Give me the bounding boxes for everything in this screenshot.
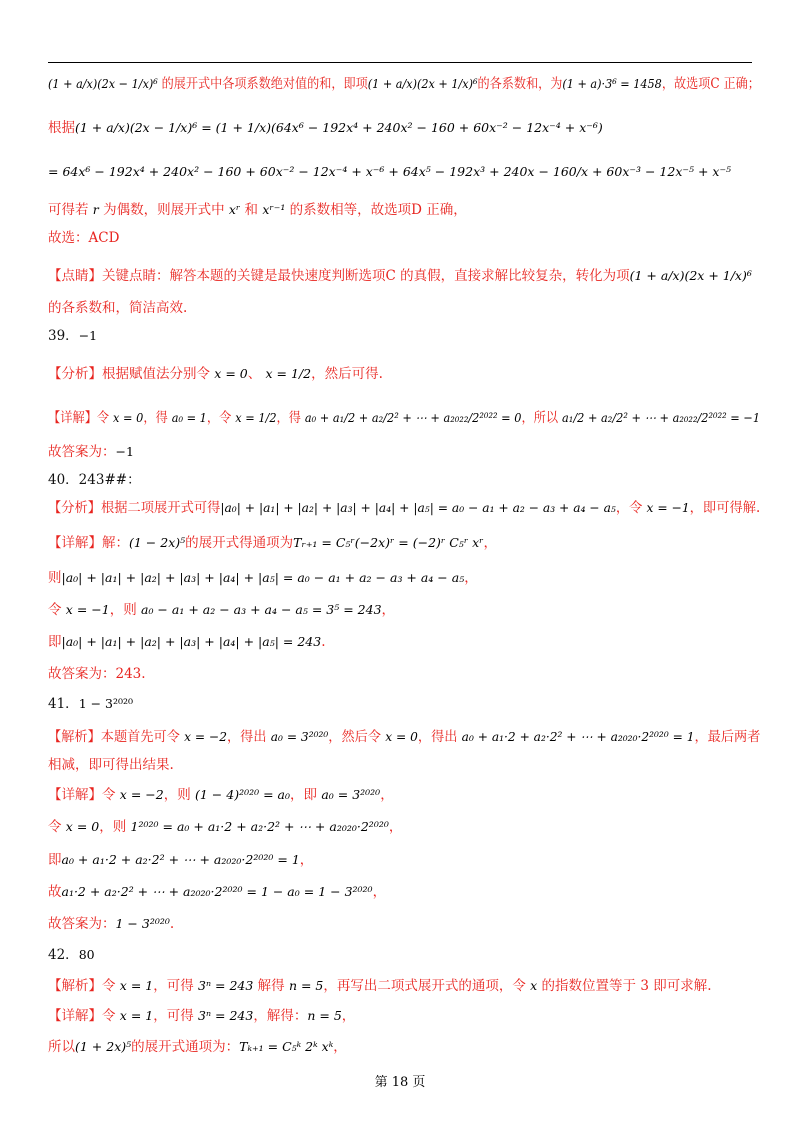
math-expression: (1 − 2x)⁵ [129,535,186,550]
text-line-l21 [48,755,174,775]
text-segment: 故答案为：243. [48,666,146,682]
text-segment: 故 [48,884,62,900]
text-segment: ，得 [276,410,305,426]
math-expression: (1 + a)·3⁶ = 1458 [562,76,662,91]
math-expression: |a₀| + |a₁| + |a₂| + |a₃| + |a₄| + |a₅| = a₀ − a₁ + a₂ − a₃ + a₄ − a₅ [220,500,616,515]
text-line-l29 [48,1006,355,1026]
text-line-l02 [48,118,603,138]
math-expression: a₀ + a₁·2 + a₂·2² + ⋯ + a₂₀₂₀·2²⁰²⁰ = 1 [461,729,695,744]
text-segment: 故选：ACD [48,230,120,246]
text-line-l10 [48,408,760,428]
math-expression: a₁/2 + a₂/2² + ⋯ + a₂₀₂₂/2²⁰²² = −1 [562,410,761,425]
math-expression: x = −1 [65,602,110,617]
text-segment: . [321,634,326,650]
math-expression: x = 0 [65,819,100,834]
math-expression: xʳ [228,202,241,217]
text-segment: ，得出 [417,729,462,745]
math-expression: a₀ + a₁·2 + a₂·2² + ⋯ + a₂₀₂₀·2²⁰²⁰ = 1 [61,852,300,867]
text-segment: 的展开式得通项为 [185,535,294,551]
text-segment: 和 [240,202,263,218]
text-line-l15 [48,568,478,588]
math-expression: a₀ + a₁/2 + a₂/2² + ⋯ + a₂₀₂₂/2²⁰²² = 0 [304,410,522,425]
text-segment: 为偶数，则展开式中 [98,202,229,218]
math-expression: (1 + 2x)⁵ [75,1039,132,1054]
math-expression: (1 − 4)²⁰²⁰ = a₀ [195,787,291,802]
text-line-l23 [48,817,402,837]
text-segment: ，令 [206,410,236,426]
math-expression: 3ⁿ = 243 [198,978,254,993]
text-segment: ， [299,852,314,868]
text-segment: ， [381,602,396,618]
text-segment: ，可得 [153,978,199,994]
text-segment: 39． [48,328,79,344]
text-line-l14 [48,533,497,553]
text-segment: ， [372,884,387,900]
math-expression: n = 5 [307,1008,342,1023]
text-segment: ，令 [615,500,647,516]
text-segment: 所以 [48,1039,75,1055]
math-expression: −1 [78,328,98,343]
text-segment: ，则 [109,602,141,618]
math-expression: (1 + a/x)(2x − 1/x)⁶ = (1 + 1/x)(64x⁶ − 192x⁴ + 240x² − 160 + 60x⁻² − 12x⁻⁴ + x⁻⁶) [75,120,603,135]
text-segment: 解得 [253,978,289,994]
math-expression: x = 1 [119,1008,154,1023]
text-segment: ，再写出二项式展开式的通项，令 [323,978,531,994]
math-expression: = 64x⁶ − 192x⁴ + 240x² − 160 + 60x⁻² − 12x⁻⁴ + x⁻⁶ + 64x⁵ − 192x³ + 240x − 160/x + 60x⁻³ − 12x⁻⁵ + x⁻⁵ [48,164,732,179]
math-expression: (1 + a/x)(2x + 1/x)⁶ [629,268,752,283]
text-segment: 【分析】根据二项展开式可得 [48,500,221,516]
math-expression: n = 5 [288,978,324,993]
math-expression: x = −2 [119,787,164,802]
text-segment: ，则 [99,819,131,835]
text-segment: 【解析】本题首先可令 [48,729,185,745]
math-expression: x = 1/2 [235,410,277,425]
text-segment: ，然后可得. [311,366,383,382]
text-segment: 令 [48,602,66,618]
text-segment: ，则 [163,787,195,803]
text-segment: 故答案为： [48,916,116,932]
text-line-l08 [48,326,97,346]
math-expression: xʳ⁻¹ [262,202,286,217]
text-segment: ， [380,787,394,803]
text-segment: 的各系数和，为 [477,76,563,92]
math-expression: |a₀| + |a₁| + |a₂| + |a₃| + |a₄| + |a₅| = 243 [61,634,322,649]
text-line-l20 [48,727,760,747]
math-expression: x = 1 [119,978,154,993]
text-segment: 【详解】令 [48,1008,120,1024]
text-segment: ，得出 [226,729,271,745]
text-segment: ，可得 [153,1008,199,1024]
text-line-l28 [48,976,712,996]
math-expression: a₀ = 1 [171,410,207,425]
math-expression: (1 + a/x)(2x + 1/x)⁶ [367,76,478,91]
text-segment: 令 [48,819,66,835]
text-line-l05 [48,228,119,248]
text-line-l12 [48,470,141,490]
math-expression: a₀ = 3²⁰²⁰ [270,729,329,744]
text-segment: ， [388,819,403,835]
text-line-l04 [48,200,467,220]
text-segment: ，然后令 [328,729,386,745]
math-expression: Tₖ₊₁ = C₅ᵏ 2ᵏ xᵏ [239,1039,334,1054]
text-line-l09 [48,364,383,384]
text-segment: ，故选项C 正确； [661,76,760,92]
math-expression: x [530,978,538,993]
math-expression: 1 − 3²⁰²⁰ [115,916,170,931]
text-segment: 即 [48,634,62,650]
math-expression: 3ⁿ = 243 [198,1008,254,1023]
math-expression: x = −1 [646,500,690,515]
text-line-l01 [48,74,760,94]
text-segment: 的各系数和，简洁高效. [48,300,188,316]
text-segment: 即 [48,852,62,868]
text-line-l03 [48,162,731,182]
text-line-l22 [48,785,394,805]
math-expression: a₀ − a₁ + a₂ − a₃ + a₄ − a₅ = 3⁵ = 243 [141,602,382,617]
text-segment: 的系数相等，故选项D 正确， [285,202,467,218]
math-expression: 80 [78,947,95,962]
text-line-l11 [48,442,134,462]
math-expression: 1 − 3²⁰²⁰ [78,696,134,711]
text-segment: 42． [48,947,79,963]
math-expression: r [92,202,99,217]
math-expression: Tᵣ₊₁ = C₅ʳ(−2x)ʳ = (−2)ʳ C₅ʳ xʳ [293,535,484,550]
text-line-l25 [48,882,386,902]
text-segment: 【解析】令 [48,978,120,994]
text-line-l06 [48,266,752,286]
math-expression: x = 1/2 [265,366,312,381]
math-expression: (1 + a/x)(2x − 1/x)⁶ [48,76,158,91]
text-segment: ，即 [290,787,322,803]
text-segment: ， [333,1039,347,1055]
text-line-l16 [48,600,395,620]
math-expression: x = 0 [113,410,144,425]
text-line-l19 [48,694,133,714]
text-line-l30 [48,1037,347,1057]
text-line-l17 [48,632,326,652]
text-line-l07 [48,298,187,318]
text-line-l27 [48,945,95,965]
text-segment: 的展开式中各项系数绝对值的和，即项 [157,76,368,92]
text-segment: 则 [48,570,62,586]
text-segment: ，所以 [521,410,563,426]
math-expression: −1 [115,444,134,459]
text-segment: . [169,916,175,932]
page-footer: 第 18 页 [374,1075,426,1090]
text-segment: ，最后两者 [694,729,761,745]
text-line-l26 [48,914,174,934]
text-line-l18 [48,664,146,684]
math-expression: x = −2 [184,729,227,744]
text-segment: 【详解】令 [48,787,120,803]
text-segment: ， [341,1008,356,1024]
math-expression: a₀ = 3²⁰²⁰ [321,787,381,802]
text-segment: 的指数位置等于 3 即可求解. [537,978,712,994]
text-segment: 【详解】解： [48,535,129,551]
text-segment: 相减，即可得出结果. [48,757,174,773]
text-segment: 可得若 [48,202,93,218]
math-expression: a₁·2 + a₂·2² + ⋯ + a₂₀₂₀·2²⁰²⁰ = 1 − a₀ = 1 − 3²⁰²⁰ [61,884,373,899]
text-segment: 【详解】令 [48,410,114,426]
text-segment: 根据 [48,120,75,136]
text-segment: 【点睛】关键点睛：解答本题的关键是最快速度判断选项C 的真假，直接求解比较复杂，转化为项 [48,268,630,284]
header-rule [48,62,752,63]
text-segment: ， [483,535,498,551]
math-expression: |a₀| + |a₁| + |a₂| + |a₃| + |a₄| + |a₅| = a₀ − a₁ + a₂ − a₃ + a₄ − a₅ [61,570,465,585]
math-expression: x = 0 [385,729,418,744]
text-segment: ，得 [143,410,172,426]
text-segment: 【分析】根据赋值法分别令 [48,366,215,382]
text-segment: ，即可得解. [689,500,761,516]
math-expression: 1²⁰²⁰ = a₀ + a₁·2 + a₂·2² + ⋯ + a₂₀₂₀·2²⁰²⁰ [130,819,389,834]
text-segment: 的展开式通项为： [131,1039,240,1055]
text-segment: 41． [48,696,79,712]
text-segment: 40．243##： [48,472,141,488]
text-segment: ，解得： [253,1008,308,1024]
math-expression: x = 0 [214,366,248,381]
text-segment: ， [464,570,478,586]
text-line-l13 [48,498,760,518]
text-segment: 故答案为： [48,444,116,460]
text-line-l24 [48,850,313,870]
text-segment: 、 [247,366,266,382]
